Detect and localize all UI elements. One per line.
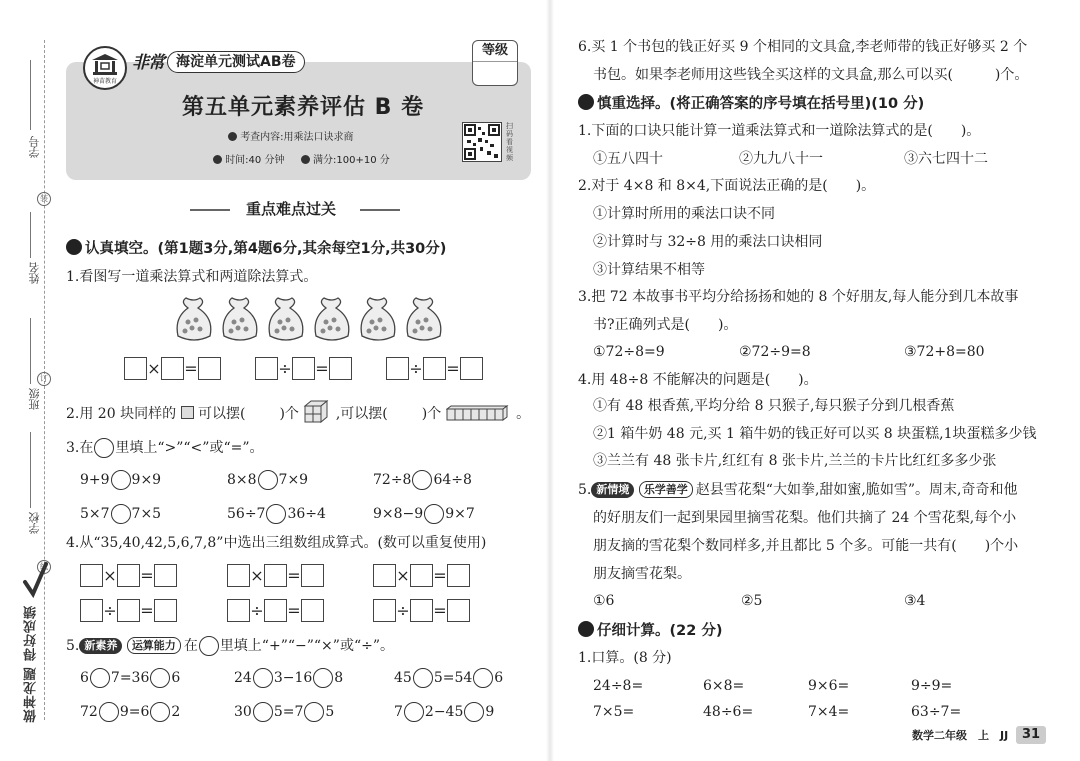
- choice-5-line-2: 的好朋友们一起到果园里摘雪花梨。他们共摘了 24 个雪花梨,每个小: [593, 510, 1017, 526]
- money-bag-icon: [177, 298, 441, 340]
- q1-equation-divide-1: ÷ =: [255, 357, 352, 380]
- choice-4: 4.用 48÷8 不能解决的问题是( )。: [578, 372, 818, 388]
- answer-box[interactable]: [161, 357, 184, 380]
- page-fold: [546, 0, 554, 761]
- question-3: 3.在 里填上“>”“<”或“=”。: [66, 440, 264, 456]
- label-student-no: 学号: [28, 136, 41, 158]
- time-score: 时间:40 分钟 满分:100+10 分: [213, 154, 390, 167]
- choice-2-option-2: ②计算时与 32÷8 用的乘法口诀相同: [593, 234, 823, 250]
- answer-box[interactable]: [198, 357, 221, 380]
- section-1-marker: [66, 239, 82, 255]
- answer-box[interactable]: [227, 599, 250, 622]
- page-title: 第五单元素养评估 B 卷: [182, 95, 425, 120]
- operator-circle[interactable]: [90, 668, 110, 688]
- binding-dot-1: 装: [37, 192, 51, 206]
- operator-circle[interactable]: [413, 668, 433, 688]
- question-6-line-2: 书包。如果李老师用这些钱全买这样的文具盒,那么可以买( )个。: [593, 67, 1029, 83]
- choice-1-option-3: ③六七四十二: [904, 151, 988, 167]
- q5-row-2c: 7 2−45 9: [394, 704, 495, 720]
- q4-row-2c: ÷ =: [373, 599, 470, 622]
- q5-row-2b: 30 5=7 5: [234, 704, 335, 720]
- binding-dot-2: 订: [37, 372, 51, 386]
- cube-stack-icon: [303, 400, 331, 429]
- question-6-line-1: 6.买 1 个书包的钱正好买 9 个相同的文具盒,李老师带的钱正好够买 2 个: [578, 39, 1028, 55]
- brand-script: 非常: [132, 53, 164, 73]
- q3-row-2: 5×7 7×5: [80, 506, 162, 522]
- answer-box[interactable]: [301, 599, 324, 622]
- section-3-heading: 仔细计算。(22 分): [578, 621, 722, 640]
- binding-dot-3: 线: [37, 560, 51, 574]
- calc-row-2-item-3: 7×4=: [808, 704, 850, 720]
- q3-row-1b: 8×8 7×9: [227, 472, 309, 488]
- blank-circle: [199, 636, 219, 656]
- choice-5-option-2: ②5: [741, 593, 763, 609]
- q4-row-2b: ÷ =: [227, 599, 324, 622]
- calc-1: 1.口算。(8 分): [578, 650, 672, 666]
- underline-name: [30, 212, 31, 258]
- q4-row-2a: ÷ =: [80, 599, 177, 622]
- choice-1-option-1: ①五八四十: [593, 151, 663, 167]
- q5-row-1c: 45 5=54 6: [394, 670, 504, 686]
- answer-box[interactable]: [124, 357, 147, 380]
- q1-equation-multiply: × =: [124, 357, 221, 380]
- question-5: 5. 新素养 运算能力 在 里填上“+”“−”“×”或“÷”。: [66, 638, 394, 654]
- answer-box[interactable]: [80, 564, 103, 587]
- answer-box[interactable]: [423, 357, 446, 380]
- content-icon: [228, 132, 237, 141]
- answer-box[interactable]: [255, 357, 278, 380]
- choice-3-line-2: 书?正确列式是( )。: [593, 317, 738, 333]
- skill-badge: 运算能力: [127, 637, 181, 654]
- underline-school: [30, 432, 31, 508]
- choice-3-option-2: ②72÷9=8: [739, 344, 811, 360]
- grade-box: [472, 40, 518, 86]
- calc-row-2-item-2: 48÷6=: [703, 704, 754, 720]
- compare-circle[interactable]: [258, 470, 278, 490]
- choice-3-option-1: ①72÷8=9: [593, 344, 665, 360]
- footer-subject: 数学二年级 上 JJ: [912, 729, 1009, 742]
- calc-row-2-item-4: 63÷7=: [911, 704, 962, 720]
- section-1-heading: 认真填空。(第1题3分,第4题6分,其余每空1分,共30分): [66, 239, 446, 258]
- question-2: 2.用 20 块同样的 可以摆( )个 ,可以摆( )个 。: [66, 400, 530, 429]
- answer-box[interactable]: [264, 564, 287, 587]
- choice-3-line-1: 3.把 72 本故事书平均分给扬扬和她的 8 个好朋友,每人能分到几本故事: [578, 289, 1019, 305]
- underline-student-no: [30, 60, 31, 130]
- qr-code[interactable]: [462, 122, 502, 162]
- banner-line-left: [190, 209, 230, 211]
- banner-line-right: [360, 209, 400, 211]
- operator-circle[interactable]: [304, 702, 324, 722]
- calc-row-1-item-3: 9×6=: [808, 678, 850, 694]
- answer-box[interactable]: [386, 357, 409, 380]
- answer-box[interactable]: [329, 357, 352, 380]
- choice-5-line-1: 5. 新情境 乐学善学 赵县雪花梨“大如拳,甜如蜜,脆如雪”。周末,奇奇和他: [578, 482, 1018, 498]
- skill-badge: 乐学善学: [639, 481, 693, 498]
- choice-3-option-3: ③72+8=80: [904, 344, 985, 360]
- choice-1-option-2: ②九九八十一: [739, 151, 823, 167]
- operator-circle[interactable]: [99, 702, 119, 722]
- q5-row-1a: 6 7=36 6: [80, 670, 181, 686]
- answer-box[interactable]: [460, 357, 483, 380]
- choice-5-option-3: ③4: [904, 593, 926, 609]
- answer-box[interactable]: [373, 564, 396, 587]
- choice-5-line-4: 朋友摘雪花梨。: [593, 566, 691, 582]
- money-bags: [174, 296, 444, 344]
- qr-caption: 扫码看视频: [506, 122, 513, 162]
- calc-row-1-item-1: 24÷8=: [593, 678, 644, 694]
- new-context-badge: 新情境: [591, 482, 634, 498]
- answer-box[interactable]: [447, 599, 470, 622]
- operator-circle[interactable]: [253, 702, 273, 722]
- label-name: 姓名: [28, 262, 41, 284]
- q3-row-1: 9+9 9×9: [80, 472, 162, 488]
- choice-4-option-1: ①有 48 根香蕉,平均分给 8 只猴子,每只猴子分到几根香蕉: [593, 398, 955, 414]
- page-number: 31: [1016, 726, 1046, 744]
- label-class: 班级: [28, 388, 41, 410]
- answer-box[interactable]: [410, 599, 433, 622]
- q3-row-2b: 56÷7 36÷4: [227, 506, 326, 522]
- underline-class: [30, 318, 31, 384]
- compare-circle[interactable]: [111, 470, 131, 490]
- choice-2-option-3: ③计算结果不相等: [593, 262, 705, 278]
- calc-row-1-item-4: 9÷9=: [911, 678, 953, 694]
- q3-row-2c: 9×8−9 9×7: [373, 506, 475, 522]
- q1-equation-divide-2: ÷ =: [386, 357, 483, 380]
- slogan: 做神龙题 得好成绩: [24, 605, 39, 723]
- answer-box[interactable]: [292, 357, 315, 380]
- section-3-marker: [578, 621, 594, 637]
- answer-box[interactable]: [373, 599, 396, 622]
- cube-row-icon: [446, 405, 512, 426]
- answer-box[interactable]: [154, 599, 177, 622]
- grade-label: 等级: [473, 41, 517, 62]
- operator-circle[interactable]: [253, 668, 273, 688]
- star-icon: [301, 155, 310, 164]
- q5-row-1b: 24 3−16 8: [234, 670, 344, 686]
- answer-box[interactable]: [227, 564, 250, 587]
- clock-icon: [213, 155, 222, 164]
- answer-box[interactable]: [154, 564, 177, 587]
- answer-box[interactable]: [301, 564, 324, 587]
- q4-row-1a: × =: [80, 564, 177, 587]
- answer-box[interactable]: [447, 564, 470, 587]
- brand-logo: 神苗教育: [83, 46, 127, 90]
- series-pill: 海淀单元测试AB卷: [167, 51, 305, 73]
- choice-2: 2.对于 4×8 和 8×4,下面说法正确的是( )。: [578, 178, 876, 194]
- compare-circle[interactable]: [412, 470, 432, 490]
- operator-circle[interactable]: [150, 668, 170, 688]
- calc-row-1-item-2: 6×8=: [703, 678, 745, 694]
- label-school: 学校: [28, 512, 41, 534]
- choice-4-option-3: ③兰兰有 48 张卡片,红红有 8 张卡片,兰兰的卡片比红红多多少张: [593, 453, 997, 469]
- question-1: 1.看图写一道乘法算式和两道除法算式。: [66, 269, 318, 285]
- answer-box[interactable]: [117, 564, 140, 587]
- compare-circle[interactable]: [111, 504, 131, 524]
- operator-circle[interactable]: [150, 702, 170, 722]
- answer-box[interactable]: [117, 599, 140, 622]
- choice-1: 1.下面的口诀只能计算一道乘法算式和一道除法算式的是( )。: [578, 123, 981, 139]
- answer-box[interactable]: [80, 599, 103, 622]
- choice-5-line-3: 朋友摘的雪花梨个数同样多,并且都比 5 个多。可能一共有( )个小: [593, 538, 1019, 554]
- compare-circle[interactable]: [424, 504, 444, 524]
- operator-circle[interactable]: [313, 668, 333, 688]
- question-4: 4.从“35,40,42,5,6,7,8”中选出三组数组成算式。(数可以重复使用): [66, 535, 487, 551]
- blank-circle: [94, 438, 114, 458]
- section-2-heading: 慎重选择。(将正确答案的序号填在括号里)(10 分): [578, 94, 924, 113]
- q4-row-1b: × =: [227, 564, 324, 587]
- answer-box[interactable]: [264, 599, 287, 622]
- choice-5-option-1: ①6: [593, 593, 615, 609]
- operator-circle[interactable]: [473, 668, 493, 688]
- section-2-marker: [578, 94, 594, 110]
- calc-row-2-item-1: 7×5=: [593, 704, 635, 720]
- q4-row-1c: × =: [373, 564, 470, 587]
- q5-row-2a: 72 9=6 2: [80, 704, 181, 720]
- compare-circle[interactable]: [266, 504, 286, 524]
- answer-box[interactable]: [410, 564, 433, 587]
- content-label: 考查内容:用乘法口诀求商: [228, 131, 354, 144]
- new-literacy-badge: 新素养: [79, 638, 122, 654]
- checkmark-logo: [22, 560, 48, 600]
- choice-4-option-2: ②1 箱牛奶 48 元,买 1 箱牛奶的钱正好可以买 8 块蛋糕,1块蛋糕多少钱: [593, 426, 1037, 442]
- cube-icon: [181, 406, 194, 419]
- operator-circle[interactable]: [464, 702, 484, 722]
- choice-2-option-1: ①计算时所用的乘法口诀不同: [593, 206, 775, 222]
- banner-title: 重点难点过关: [246, 200, 337, 218]
- q3-row-1c: 72÷8 64÷8: [373, 472, 472, 488]
- operator-circle[interactable]: [404, 702, 424, 722]
